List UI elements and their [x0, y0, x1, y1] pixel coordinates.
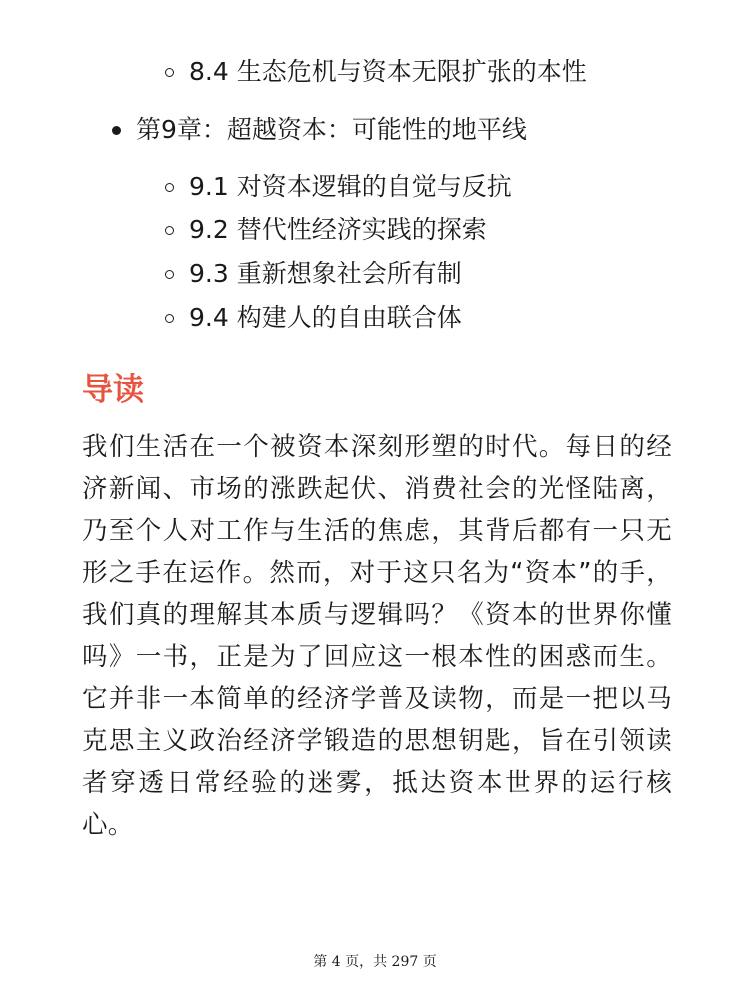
toc-item-label: 9.2 替代性经济实践的探索 [189, 215, 487, 244]
hollow-bullet-icon [165, 68, 174, 77]
hollow-bullet-icon [165, 226, 174, 235]
hollow-bullet-icon [165, 183, 174, 192]
toc-item-label: 9.1 对资本逻辑的自觉与反抗 [189, 172, 512, 201]
toc-item-label: 9.4 构建人的自由联合体 [189, 303, 462, 332]
toc-item-label: 8.4 生态危机与资本无限扩张的本性 [189, 57, 587, 86]
section-heading: 导读 [82, 372, 144, 408]
toc-subsection-item [189, 56, 587, 88]
hollow-bullet-icon [165, 314, 174, 323]
toc-item-label: 第9章：超越资本：可能性的地平线 [136, 115, 527, 144]
toc-chapter-item [136, 114, 527, 146]
intro-paragraph: 我们生活在一个被资本深刻形塑的时代。每日的经济新闻、市场的涨跌起伏、消费社会的光怪陆离，乃至个人对工作与生活的焦虑，其背后都有一只无形之手在运作。然而，对于这只名为“资本”的手，我们真的理解其本质与逻辑吗？《资本的世界你懂吗》一书，正是为了回应这一根本性的困惑而生。它并非一本简单的经济学普及读物，而是一把以马克思主义政治经济学锻造的思想钥匙，旨在引领读者穿透日常经验的迷雾，抵达资本世界的运行核心。 [82, 432, 672, 840]
toc-item-label: 9.3 重新想象社会所有制 [189, 259, 462, 288]
page-number: 第 4 页，共 297 页 [313, 954, 437, 970]
toc-subsection-item [189, 258, 462, 290]
solid-bullet-icon [112, 126, 121, 135]
toc-subsection-item [189, 302, 462, 334]
toc-subsection-item [189, 214, 487, 246]
toc-subsection-item [189, 171, 512, 203]
hollow-bullet-icon [165, 270, 174, 279]
